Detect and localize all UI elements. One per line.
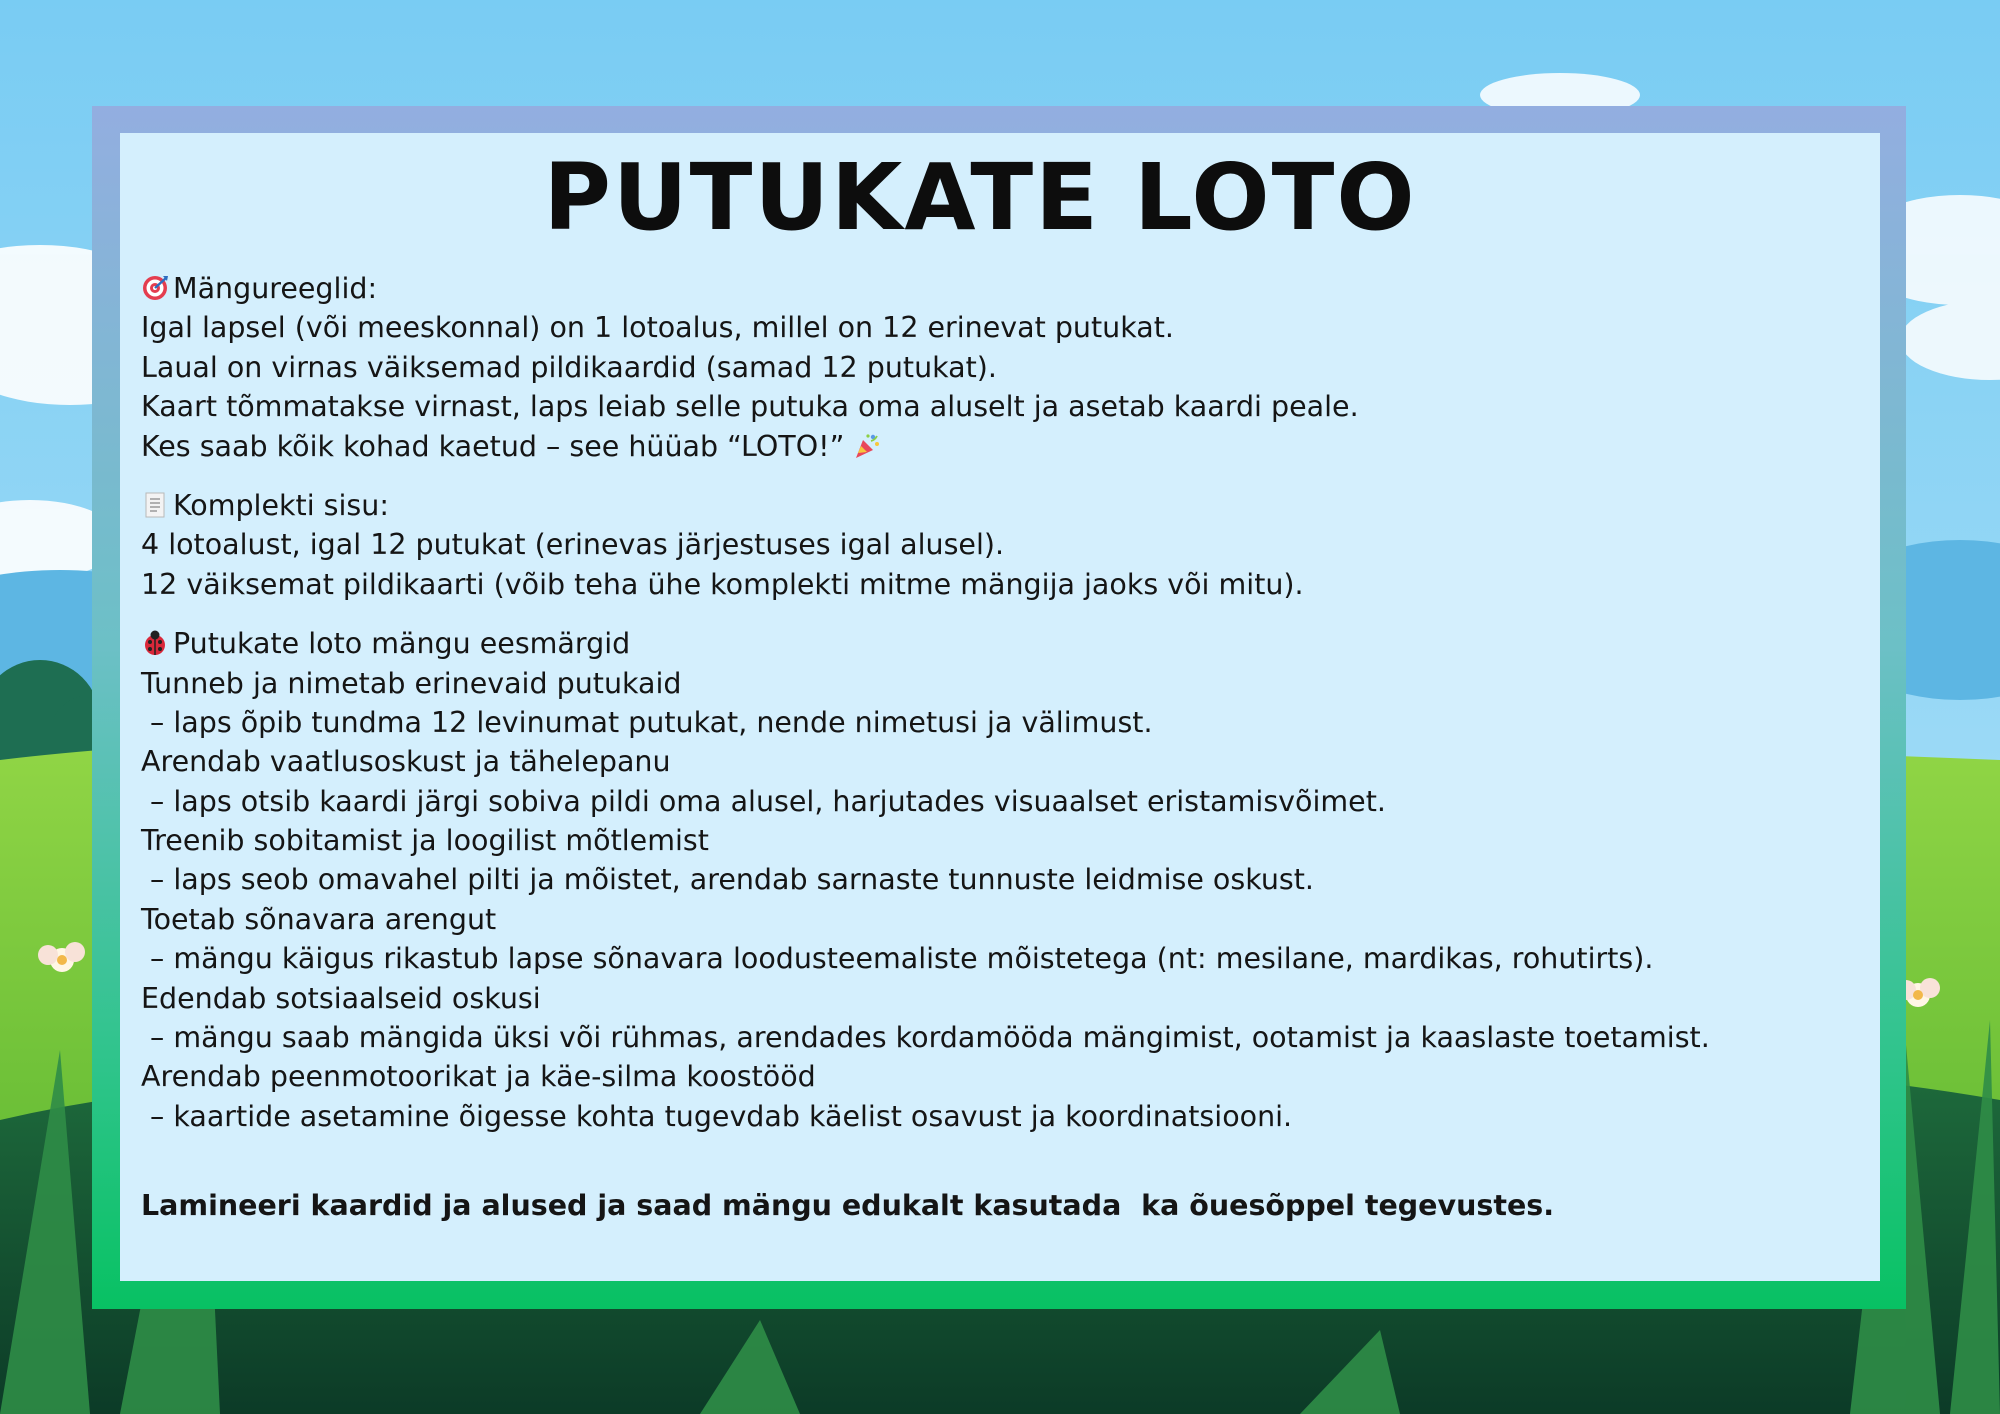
goal-description: – laps õpib tundma 12 levinumat putukat, nende nimetusi ja välimust. — [141, 705, 1153, 739]
document-body — [141, 269, 1881, 1226]
goal-title: Arendab vaatlusoskust ja tähelepanu — [141, 745, 671, 779]
kit-heading: Komplekti sisu: — [141, 486, 1881, 525]
goal-description: – mängu käigus rikastub lapse sõnavara loodusteemaliste mõistetega (nt: mesilane, mardikas, rohutirts). — [141, 942, 1654, 976]
footer-note: Lamineeri kaardid ja alused ja saad mängu edukalt kasutada ka õuesõppel tegevustes. — [141, 1189, 1555, 1223]
goal-description: – kaartide asetamine õigesse kohta tugevdab käelist osavust ja koordinatsiooni. — [141, 1099, 1293, 1133]
rules-line: Igal lapsel (või meeskonnal) on 1 lotoalus, millel on 12 erinevat putukat. — [141, 311, 1174, 345]
document-icon — [141, 491, 169, 519]
page-title: PUTUKATE LOTO — [543, 144, 1417, 251]
party-popper-icon — [853, 432, 881, 460]
goal-description: – laps seob omavahel pilti ja mõistet, arendab sarnaste tunnuste leidmise oskust. — [141, 863, 1314, 897]
ladybug-icon — [141, 629, 169, 657]
goal-description: – mängu saab mängida üksi või rühmas, arendades kordamööda mängimist, ootamist ja kaaslaste toetamist. — [141, 1021, 1710, 1055]
goal-title: Edendab sotsiaalseid oskusi — [141, 981, 541, 1015]
rules-line: Laual on virnas väiksemad pildikaardid (samad 12 putukat). — [141, 350, 997, 384]
kit-line: 4 lotoalust, igal 12 putukat (erinevas järjestuses igal alusel). — [141, 528, 1005, 562]
rules-line-last: Kes saab kõik kohad kaetud – see hüüab “LOTO!” — [141, 427, 1881, 466]
goal-description: – laps otsib kaardi järgi sobiva pildi oma alusel, harjutades visuaalset eristamisvõimet. — [141, 784, 1386, 818]
kit-line: 12 väiksemat pildikaarti (võib teha ühe komplekti mitme mängija jaoks või mitu). — [141, 567, 1304, 601]
goal-title: Tunneb ja nimetab erinevaid putukaid — [141, 666, 682, 700]
rules-line: Kaart tõmmatakse virnast, laps leiab selle putuka oma aluselt ja asetab kaardi peale. — [141, 390, 1359, 424]
goal-title: Arendab peenmotoorikat ja käe-silma koostööd — [141, 1060, 816, 1094]
goal-title: Toetab sõnavara arengut — [141, 902, 497, 936]
goal-title: Treenib sobitamist ja loogilist mõtlemist — [141, 824, 709, 858]
rules-heading: Mängureeglid: — [141, 269, 1881, 308]
goals-heading: Putukate loto mängu eesmärgid — [141, 624, 1881, 663]
target-icon — [141, 274, 169, 302]
